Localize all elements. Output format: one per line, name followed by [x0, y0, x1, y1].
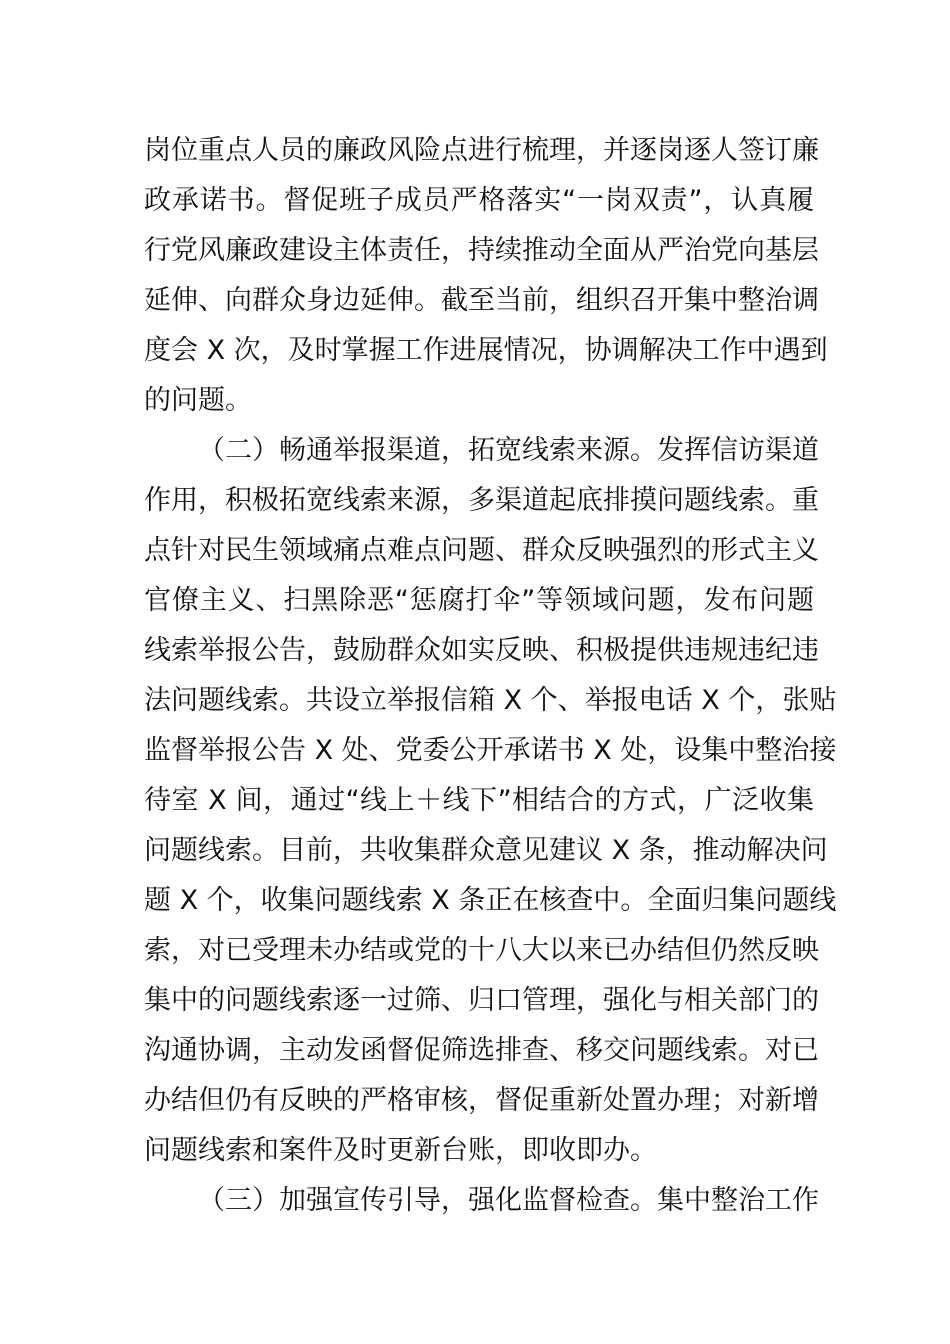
text-line: 岗位重点人员的廉政风险点进行梳理，并逐岗逐人签订廉	[144, 135, 819, 166]
text-line: 问题线索和案件及时更新台账，即收即办。	[144, 1135, 657, 1166]
text-line: 度会 X 次，及时掌握工作进展情况，协调解决工作中遇到	[144, 335, 828, 366]
text-line: 延伸、向群众身边延伸。截至当前，组织召开集中整治调	[144, 285, 819, 316]
text-line: 政承诺书。督促班子成员严格落实“一岗双责”，认真履	[144, 185, 814, 216]
section-heading-line: （三）加强宣传引导，强化监督检查。集中整治工作	[198, 1185, 819, 1216]
text-line: 索，对已受理未办结或党的十八大以来已办结但仍然反映	[144, 935, 819, 966]
text-line: 问题线索。目前，共收集群众意见建议 X 条，推动解决问	[144, 835, 828, 866]
text-line: 行党风廉政建设主体责任，持续推动全面从严治党向基层	[144, 235, 819, 266]
text-line: 点针对民生领域痛点难点问题、群众反映强烈的形式主义	[144, 535, 819, 566]
text-line: 作用，积极拓宽线索来源，多渠道起底排摸问题线索。重	[144, 485, 819, 516]
text-line: 办结但仍有反映的严格审核，督促重新处置办理；对新增	[144, 1085, 819, 1116]
text-line: 法问题线索。共设立举报信箱 X 个、举报电话 X 个，张贴	[144, 685, 837, 716]
text-line: 监督举报公告 X 处、党委公开承诺书 X 处，设集中整治接	[144, 735, 837, 766]
text-line: 线索举报公告，鼓励群众如实反映、积极提供违规违纪违	[144, 635, 819, 666]
text-line: 待室 X 间，通过“线上＋线下”相结合的方式，广泛收集	[144, 785, 814, 816]
text-line: 官僚主义、扫黑除恶“惩腐打伞”等领域问题，发布问题	[144, 585, 814, 616]
text-line: 沟通协调，主动发函督促筛选排查、移交问题线索。对已	[144, 1035, 819, 1066]
text-line: 的问题。	[144, 385, 252, 416]
text-line: 集中的问题线索逐一过筛、归口管理，强化与相关部门的	[144, 985, 819, 1016]
text-line: 题 X 个，收集问题线索 X 条正在核查中。全面归集问题线	[144, 885, 837, 916]
body-text	[144, 126, 837, 1226]
section-heading-line: （二）畅通举报渠道，拓宽线索来源。发挥信访渠道	[198, 435, 819, 466]
